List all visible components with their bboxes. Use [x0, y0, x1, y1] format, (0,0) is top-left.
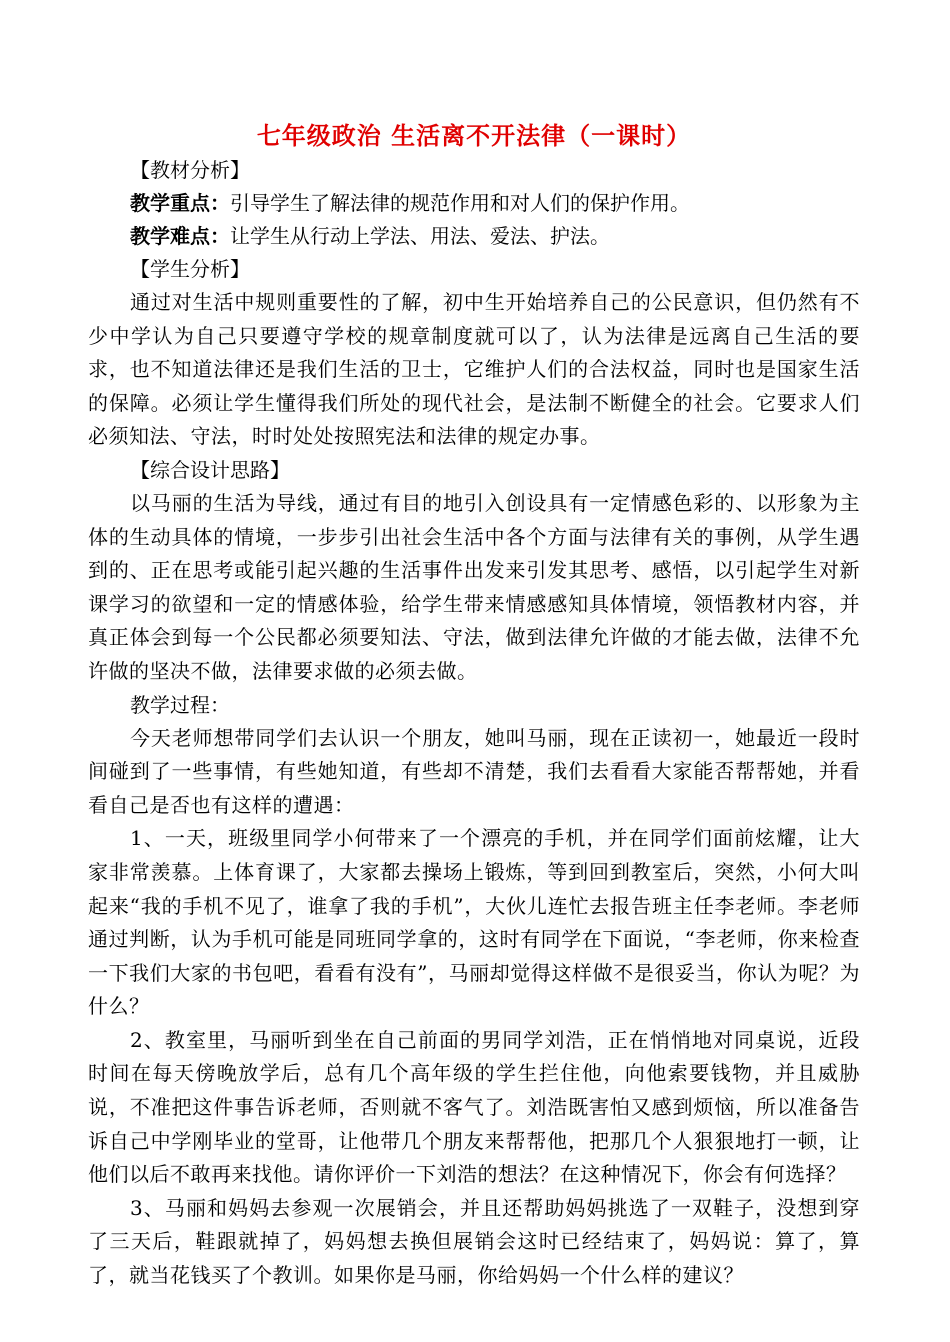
key-point-label: 教学重点：: [130, 191, 230, 215]
difficult-point-label: 教学难点：: [130, 224, 230, 248]
case-3-paragraph: 3、马丽和妈妈去参观一次展销会，并且还帮助妈妈挑选了一双鞋子，没想到穿了三天后，鞋跟就掉了，妈妈想去换但展销会这时已经结束了，妈妈说：算了，算了，就当花钱买了个教训。如果你是马丽，你给妈妈一个什么样的建议？: [88, 1195, 860, 1288]
section-heading-textbook-analysis: 【教材分析】: [130, 158, 250, 182]
key-point-line: [88, 187, 860, 220]
design-paragraph: 以马丽的生活为导线，通过有目的地引入创设具有一定情感色彩的、以形象为主体的生动具体的情境，一步步引出社会生活中各个方面与法律有关的事例，从学生遇到的、正在思考或能引起兴趣的生活事件出发来引发其思考、感悟，以引起学生对新课学习的欲望和一定的情感体验，给学生带来情感感知具体情境，领悟教材内容，并真正体会到每一个公民都必须要知法、守法，做到法律允许做的才能去做，法律不允许做的坚决不做，法律要求做的必须去做。: [88, 490, 860, 683]
student-analysis-paragraph: 通过对生活中规则重要性的了解，初中生开始培养自己的公民意识，但仍然有不少中学认为自己只要遵守学校的规章制度就可以了，认为法律是远离自己生活的要求，也不知道法律还是我们生活的卫士，它维护人们的合法权益，同时也是国家生活的保障。必须让学生懂得我们所处的现代社会，是法制不断健全的社会。它要求人们必须知法、守法，时时处处按照宪法和法律的规定办事。: [88, 290, 860, 449]
intro-paragraph: 今天老师想带同学们去认识一个朋友，她叫马丽，现在正读初一，她最近一段时间碰到了一些事情，有些她知道，有些却不清楚，我们去看看大家能否帮帮她，并看看自己是否也有这样的遭遇：: [88, 725, 860, 817]
document-page: [88, 118, 860, 1293]
process-label: 教学过程：: [130, 692, 230, 717]
difficult-point-text: 让学生从行动上学法、用法、爱法、护法。: [230, 224, 610, 248]
case-2-paragraph: 2、教室里，马丽听到坐在自己前面的男同学刘浩，正在悄悄地对同桌说，近段时间在每天傍晚放学后，总有几个高年级的学生拦住他，向他索要钱物，并且威胁说，不准把这件事告诉老师，否则就不客气了。刘浩既害怕又感到烦恼，所以准备告诉自己中学刚毕业的堂哥，让他带几个朋友来帮帮他，把那几个人狠狠地打一顿，让他们以后不敢再来找他。请你评价一下刘浩的想法？在这种情况下，你会有何选择？: [88, 1027, 860, 1187]
section-heading-design: 【综合设计思路】: [130, 457, 290, 482]
key-point-text: 引导学生了解法律的规范作用和对人们的保护作用。: [230, 191, 690, 215]
section-heading-student-analysis: 【学生分析】: [130, 257, 250, 281]
document-title: 七年级政治 生活离不开法律（一课时）: [256, 121, 692, 150]
case-1-paragraph: 1、一天，班级里同学小何带来了一个漂亮的手机，并在同学们面前炫耀，让大家非常羡慕。上体育课了，大家都去操场上锻炼，等到回到教室后，突然，小何大叫起来“我的手机不见了，谁拿了我的手机”，大伙儿连忙去报告班主任李老师。李老师通过判断，认为手机可能是同班同学拿的，这时有同学在下面说，“李老师，你来检查一下我们大家的书包吧，看看有没有”，马丽却觉得这样做不是很妥当，你认为呢？为什么？: [88, 826, 860, 1019]
difficult-point-line: [88, 220, 860, 253]
